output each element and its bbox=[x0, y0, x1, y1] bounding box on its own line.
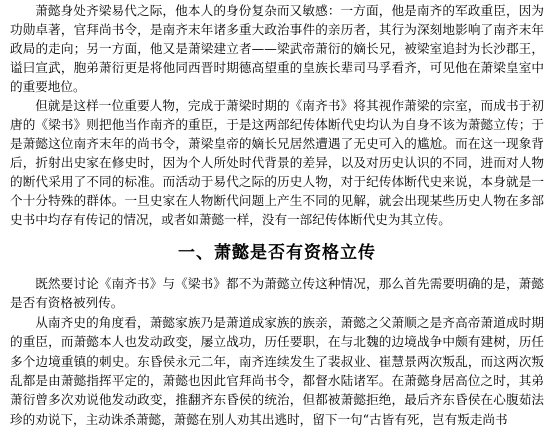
section-body bbox=[10, 274, 544, 429]
paragraph-intro-1: 萧懿身处齐梁易代之际，他本人的身份复杂而又敏感：一方面，他是南齐的军政重臣，因为功勋卓著，官拜尚书令，是南齐末年诸多重大政治事件的亲历者，其行为深刻地影响了南齐末年政局的走向；另一方面，他又是萧梁建立者——梁武帝萧衍的嫡长兄，被梁室追封为长沙郡王，谥曰宣武，胞弟萧衍更是将他同西晋时期德高望重的皇族长辈司马孚看齐，可见他在萧梁皇室中的重要地位。 bbox=[10, 3, 544, 94]
paragraph-intro-2: 但就是这样一位重要人物，完成于萧梁时期的《南齐书》将其视作萧梁的宗室，而成书于初唐的《梁书》则把他当作南齐的重臣，于是这两部纪传体断代史均认为自身不该为萧懿立传；于是萧懿这位南齐末年的尚书令，萧梁皇帝的嫡长兄居然遭遇了无史可入的尴尬。而在这一现象背后，折射出史家在修史时，因为个人所处时代背景的差异，以及对历史认识的不同，进而对人物的断代采用了不同的标准。而活动于易代之际的历史人物，对于纪传体断代史来说，本身就是一个十分特殊的群体。一旦史家在人物断代问题上产生不同的见解，就会出现某些历史人物在多部史书中均存有传记的情况，或者如萧懿一样，没有一部纪传体断代史为其立传。 bbox=[10, 98, 544, 227]
section-heading: 一、萧懿是否有资格立传 bbox=[178, 243, 376, 263]
paragraph-section-1: 既然要讨论《南齐书》与《梁书》都不为萧懿立传这种情况，那么首先需要明确的是，萧懿是否有资格被列传。 bbox=[10, 276, 544, 311]
paragraph-section-2: 从南齐史的角度看，萧懿家族乃是萧道成家族的族亲，萧懿之父萧顺之是齐高帝萧道成时期的重臣，而萧懿本人也发动政变，屡立战功，历任要职，在与北魏的边境战争中颇有建树，历任多个边境重镇的刺史。东昏侯永元二年，南齐连续发生了裴叔业、崔慧景两次叛乱，而这两次叛乱都是由萧懿指挥平定的，萧懿也因此官拜尚书令，都督水陆诸军。在萧懿身居高位之时，其弟萧衍曾多次劝说他发动政变，推翻齐东昏侯的统治，但都被萧懿拒绝，最后齐东昏侯在心腹茹法珍的劝说下，主动诛杀萧懿，萧懿在别人劝其出逃时，留下一句“古皆有死，岂有叛走尚书 bbox=[10, 314, 544, 427]
